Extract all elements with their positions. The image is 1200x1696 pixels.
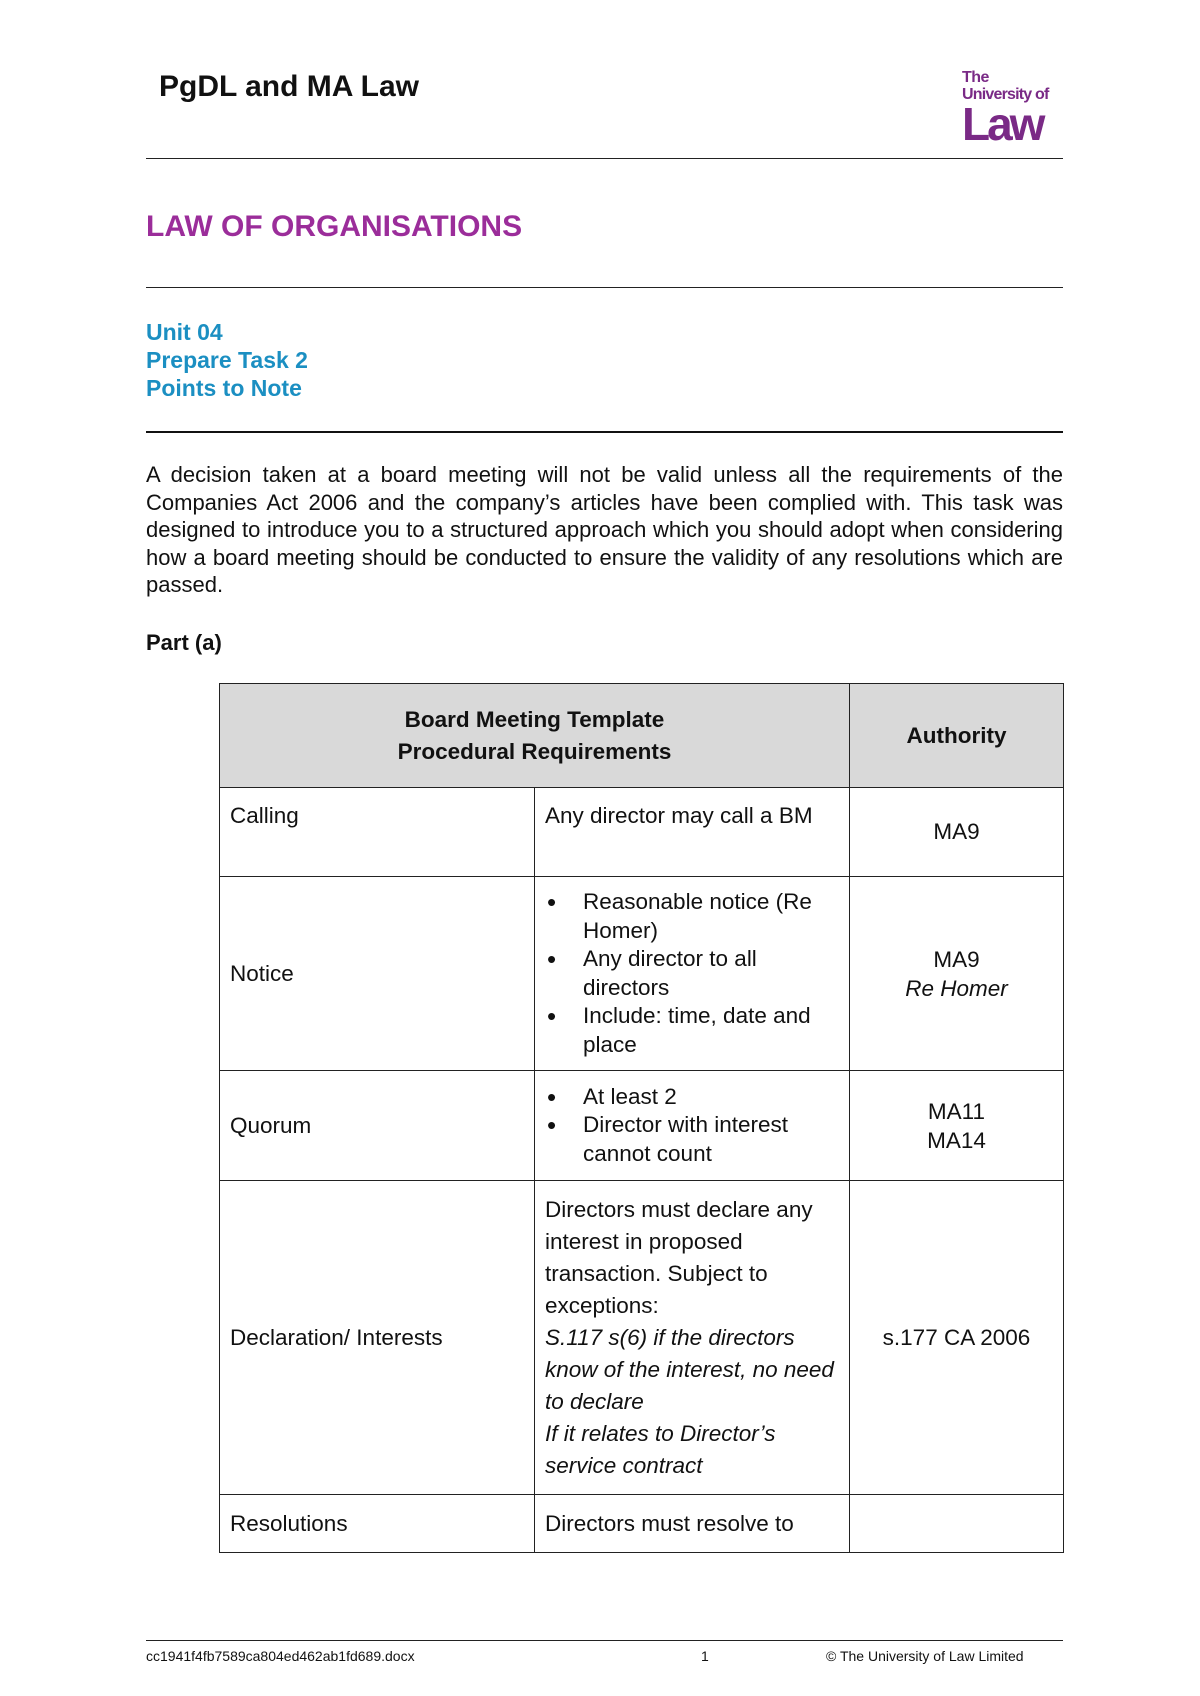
footer-divider — [146, 1640, 1063, 1641]
list-item: • Include: time, date and place — [583, 1002, 839, 1059]
logo-line-the: The — [962, 69, 989, 86]
header-procedural — [220, 684, 850, 788]
exception-2: If it relates to Director’s service contract — [544, 1420, 776, 1478]
table-row — [220, 877, 1064, 1071]
footer-copyright: © The University of Law Limited — [826, 1648, 1024, 1664]
row-label: Declaration/ Interests — [220, 1181, 535, 1495]
header-authority: Authority — [849, 684, 1063, 788]
task-name: Prepare Task 2 — [146, 347, 308, 373]
footer-filename: cc1941f4fb7589ca804ed462ab1fd689.docx — [146, 1648, 415, 1664]
header-line-2: Procedural Requirements — [397, 738, 672, 764]
list-item: • Director with interest cannot count — [583, 1111, 839, 1168]
header-line-1: Board Meeting Template — [404, 706, 665, 732]
row-authority — [849, 877, 1063, 1071]
table-row — [220, 1495, 1064, 1553]
list-item: • Any director to all directors — [583, 945, 839, 1002]
row-label: Notice — [220, 877, 535, 1071]
unit-block — [146, 318, 308, 402]
row-label: Resolutions — [220, 1495, 535, 1553]
exception-1: S.117 s(6) if the directors know of the interest, no need to declare — [544, 1324, 834, 1414]
bullet-list — [545, 888, 839, 1059]
authority-line: MA14 — [927, 1127, 986, 1153]
list-item: • Reasonable notice (Re Homer) — [583, 888, 839, 945]
row-label: Calling — [220, 788, 535, 877]
unit-number: Unit 04 — [146, 319, 223, 345]
requirement-text: Directors must declare any interest in proposed transaction. Subject to exceptions: — [544, 1196, 813, 1318]
section-subtitle: Points to Note — [146, 375, 302, 401]
row-label: Quorum — [220, 1071, 535, 1181]
table-row — [220, 788, 1064, 877]
intro-paragraph: A decision taken at a board meeting will not be valid unless all the requirements of the Companies Act 2006 and the company’s articles have been complied with. This task was designed to introduce you to a structured approach which you should adopt when considering how a board meeting should be conducted to ensure the validity of any resolutions which are passed. — [146, 462, 1063, 597]
table-header-row — [220, 684, 1064, 788]
list-item: • At least 2 — [583, 1083, 839, 1112]
table-row — [220, 1181, 1064, 1495]
authority-case: Re Homer — [905, 975, 1008, 1001]
document-title: LAW OF ORGANISATIONS — [146, 210, 523, 243]
row-authority: MA9 — [849, 788, 1063, 877]
row-authority: s.177 CA 2006 — [849, 1181, 1063, 1495]
footer-page-number: 1 — [701, 1648, 709, 1664]
authority-line: MA9 — [933, 946, 980, 972]
table-row — [220, 1071, 1064, 1181]
bullet-list — [545, 1083, 839, 1169]
title-divider — [146, 287, 1063, 288]
row-requirement — [534, 1181, 849, 1495]
board-meeting-template-table — [219, 683, 1064, 1553]
logo-line-university: University of — [962, 86, 1049, 103]
authority-line: MA11 — [927, 1098, 986, 1124]
unit-divider — [146, 431, 1063, 433]
row-authority — [849, 1495, 1063, 1553]
header-title: PgDL and MA Law — [159, 70, 420, 103]
row-requirement: Directors must resolve to — [534, 1495, 849, 1553]
row-requirement: Any director may call a BM — [534, 788, 849, 877]
row-requirement — [534, 877, 849, 1071]
part-heading: Part (a) — [146, 630, 222, 655]
university-logo — [962, 69, 1054, 150]
header-divider — [146, 158, 1063, 159]
row-requirement — [534, 1071, 849, 1181]
logo-line-law: Law — [962, 98, 1043, 150]
row-authority — [849, 1071, 1063, 1181]
